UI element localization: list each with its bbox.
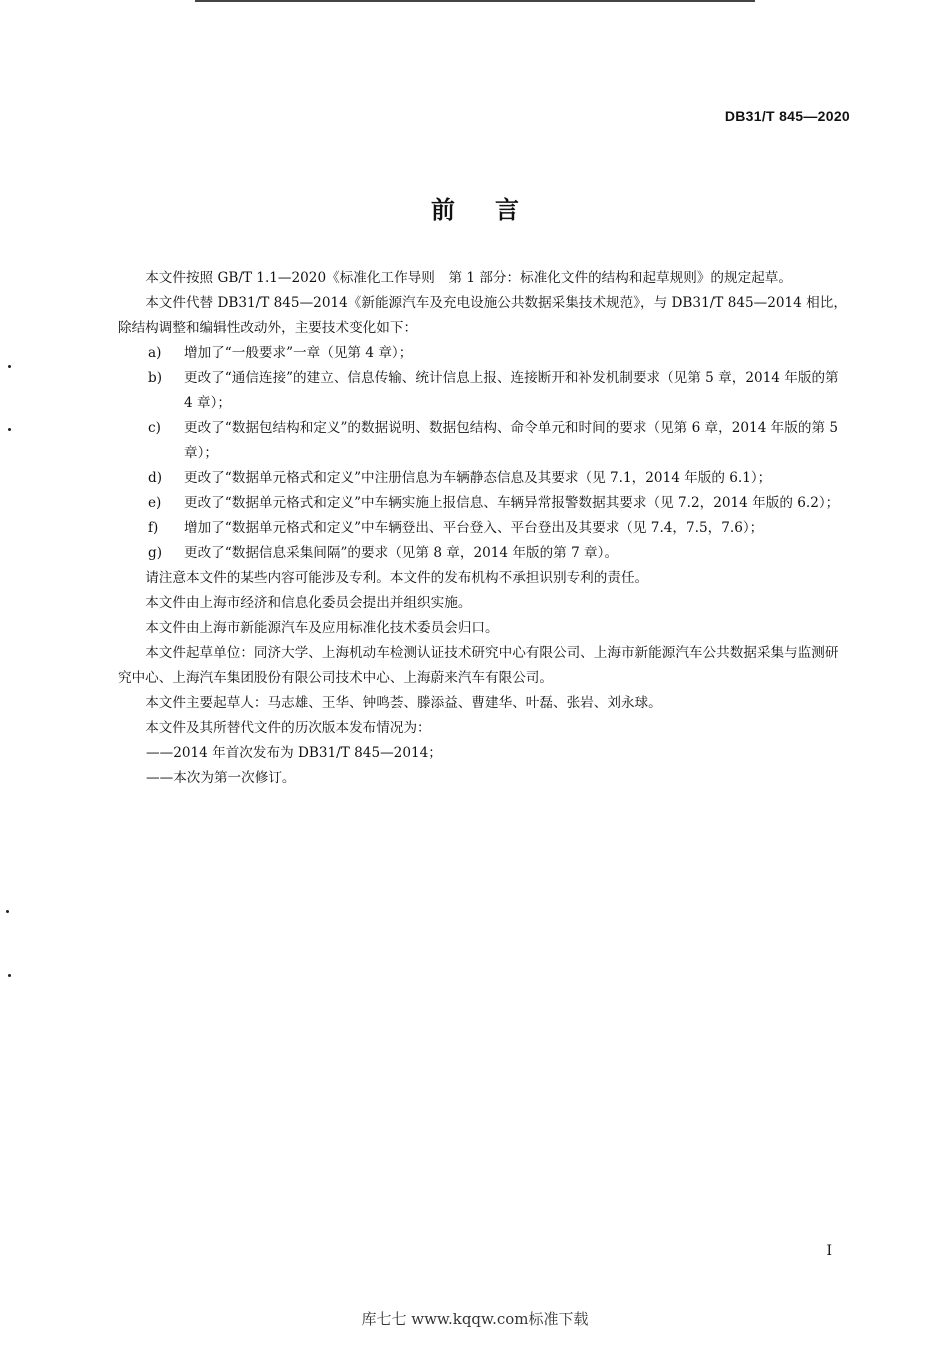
change-item	[118, 541, 850, 566]
change-label: c)	[148, 420, 161, 436]
change-label: a)	[148, 345, 162, 361]
change-item	[118, 341, 850, 366]
change-text: 更改了“数据单元格式和定义”中车辆实施上报信息、车辆异常报警数据其要求（见 7.2，2014 年版的 6.2）；	[184, 495, 840, 511]
change-text: 更改了“通信连接”的建立、信息传输、统计信息上报、连接断开和补发机制要求（见第 5 章，2014 年版的第 4 章）；	[184, 370, 839, 411]
change-text: 更改了“数据信息采集间隔”的要求（见第 8 章，2014 年版的第 7 章）。	[184, 545, 619, 561]
change-text: 增加了“数据单元格式和定义”中车辆登出、平台登入、平台登出及其要求（见 7.4，7.5，7.6）；	[184, 520, 764, 536]
change-text: 增加了“一般要求”一章（见第 4 章）；	[184, 345, 413, 361]
note-paragraph: 本文件及其所替代文件的历次版本发布情况为：	[145, 720, 431, 736]
paragraph: 本文件代替 DB31/T 845—2014《新能源汽车及充电设施公共数据采集技术规范》，与 DB31/T 845—2014 相比，除结构调整和编辑性改动外，主要技术变化如下：	[118, 295, 847, 336]
change-item	[118, 416, 850, 466]
change-text: 更改了“数据包结构和定义”的数据说明、数据包结构、命令单元和时间的要求（见第 6 章，2014 年版的第 5 章）；	[184, 420, 839, 461]
change-label: f)	[148, 520, 159, 536]
change-text: 更改了“数据单元格式和定义”中注册信息为车辆静态信息及其要求（见 7.1，2014 年版的 6.1）；	[184, 470, 772, 486]
document-code: DB31/T 845—2020	[724, 108, 850, 124]
scan-speck	[6, 910, 9, 913]
note-paragraph: 请注意本文件的某些内容可能涉及专利。本文件的发布机构不承担识别专利的责任。	[145, 570, 649, 586]
scan-speck	[8, 365, 11, 368]
page-number: I	[826, 1243, 832, 1259]
note-paragraph: 本文件起草单位：同济大学、上海机动车检测认证技术研究中心有限公司、上海市新能源汽车公共数据采集与监测研究中心、上海汽车集团股份有限公司技术中心、上海蔚来汽车有限公司。	[118, 645, 839, 686]
history-entry: ——2014 年首次发布为 DB31/T 845—2014；	[146, 745, 442, 761]
scan-speck	[8, 974, 11, 977]
change-item	[118, 366, 850, 416]
footer-watermark: 库七七 www.kqqw.com标准下载	[361, 1310, 589, 1328]
top-border-line	[195, 0, 755, 2]
note-paragraph: 本文件由上海市新能源汽车及应用标准化技术委员会归口。	[145, 620, 499, 636]
history-entry: ——本次为第一次修订。	[146, 770, 296, 786]
scan-speck	[8, 428, 11, 431]
change-item	[118, 466, 850, 491]
note-paragraph: 本文件由上海市经济和信息化委员会提出并组织实施。	[145, 595, 472, 611]
change-item	[118, 491, 850, 516]
change-label: d)	[148, 470, 163, 486]
change-label: g)	[148, 545, 163, 561]
page-title: 前言	[431, 196, 559, 224]
change-label: e)	[148, 495, 162, 511]
paragraph: 本文件按照 GB/T 1.1—2020《标准化工作导则 第 1 部分：标准化文件的结构和起草规则》的规定起草。	[145, 270, 792, 286]
change-label: b)	[148, 370, 163, 386]
change-item	[118, 516, 850, 541]
note-paragraph: 本文件主要起草人：马志雄、王华、钟鸣荟、滕添益、曹建华、叶磊、张岩、刘永球。	[145, 695, 662, 711]
foreword-body	[118, 266, 850, 791]
